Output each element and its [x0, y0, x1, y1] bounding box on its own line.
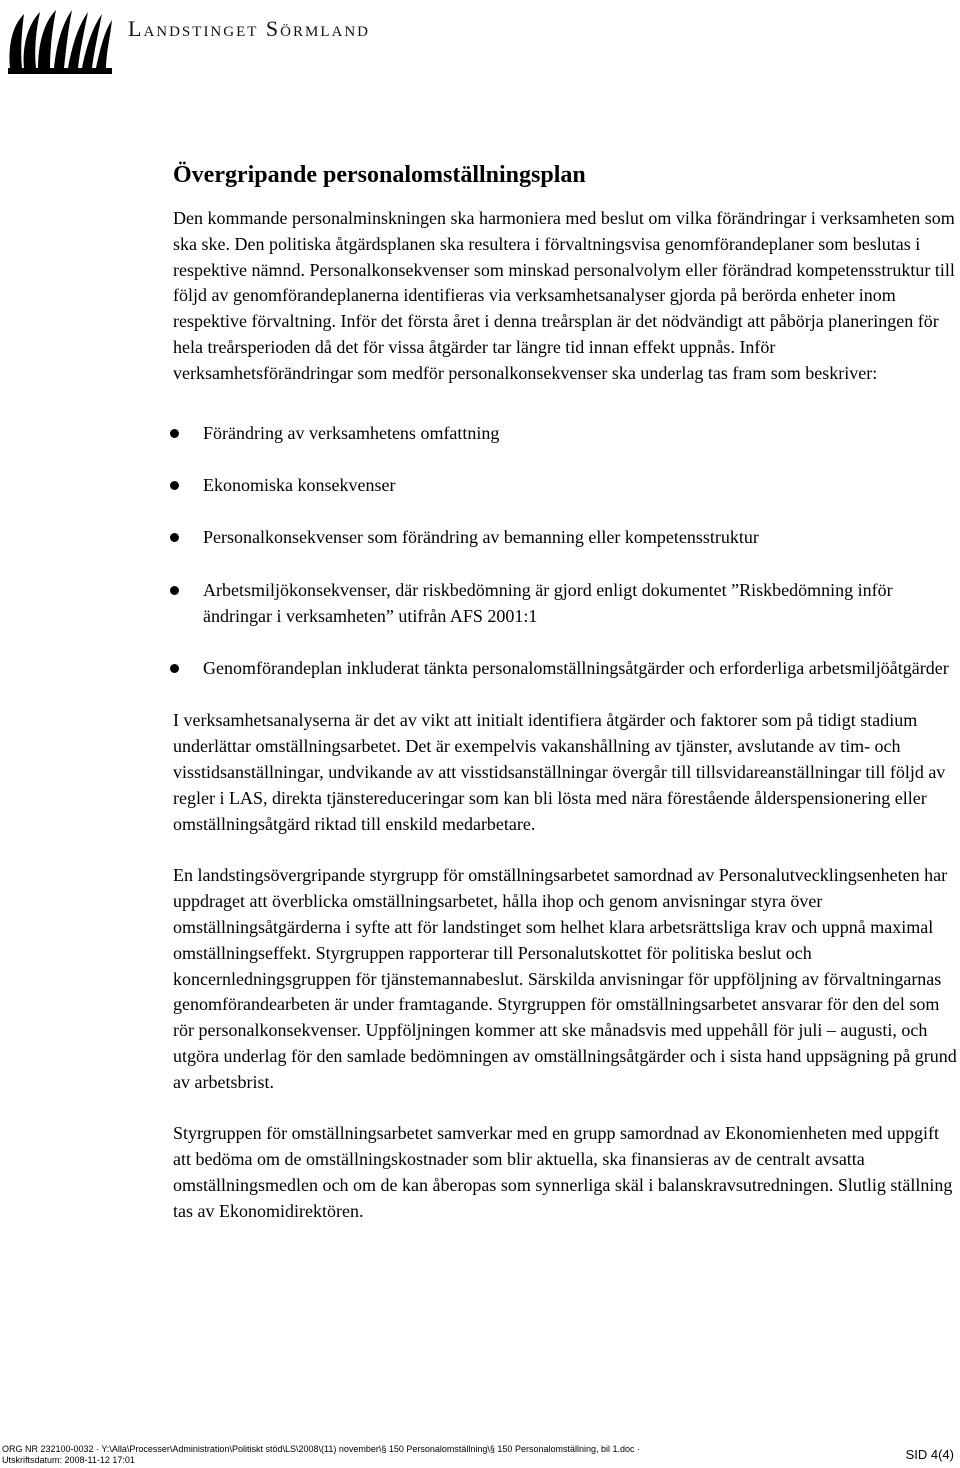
- bullet-icon: [170, 481, 179, 490]
- footer-reference: [2, 1444, 640, 1466]
- crown-logo-icon: [6, 6, 114, 76]
- file-reference: ORG NR 232100-0032 · Y:\Alla\Processer\Administration\Politiskt stöd\LS\2008\(11) november\§ 150 Personalomställning\§ 150 Personalomställning, bil 1.doc ·: [2, 1444, 641, 1454]
- bullet-icon: [170, 533, 179, 542]
- list-item: Förändring av verksamhetens omfattning: [173, 421, 959, 447]
- print-date: Utskriftsdatum: 2008-11-12 17:01: [2, 1455, 135, 1465]
- page-title: Övergripande personalomställningsplan: [173, 162, 586, 188]
- requirements-list: [173, 421, 959, 682]
- steering-group-paragraph: En landstingsövergripande styrgrupp för omställningsarbetet samordnad av Personalutvecklingsenheten har uppdraget att överblicka omställningsarbetet, hålla ihop och genom anvisningar styra över omställningsåtgärderna i syfte att för landstinget som helhet klara arbetsrättsliga krav och uppnå maximal omställningseffekt. Styrgruppen rapporterar till Personalutskottet för politiska beslut och koncernledningsgruppen för tjänstemannabeslut. Särskilda anvisningar för uppföljning av förvaltningarnas genomförandearbeten är under framtagande. Styrgruppen för omställningsarbetet ansvarar för den del som rör personalkonsekvenser. Uppföljningen kommer att ske månadsvis med uppehåll för juli – augusti, och utgöra underlag för den samlade bedömningen av omställningsåtgärder och i sista hand uppsägning på grund av arbetsbrist.: [173, 865, 957, 1092]
- list-item: Arbetsmiljökonsekvenser, där riskbedömning är gjord enligt dokumentet ”Riskbedömning inför ändringar i verksamheten” utifrån AFS 2001:1: [173, 578, 959, 630]
- bullet-icon: [170, 664, 179, 673]
- page-number: SID 4(4): [905, 1447, 954, 1462]
- finance-paragraph: Styrgruppen för omställningsarbetet samverkar med en grupp samordnad av Ekonomienheten med uppgift att bedöma om de omställningskostnader som blir aktuella, ska finansieras av de centralt avsatta omställningsmedlen och om de kan åberopas som synnerliga skäl i balanskravsutredningen. Slutlig ställning tas av Ekonomidirektören.: [173, 1123, 953, 1221]
- list-item: Genomförandeplan inkluderat tänkta personalomställningsåtgärder och erforderliga arbetsmiljöåtgärder: [173, 656, 959, 682]
- list-item: Personalkonsekvenser som förändring av bemanning eller kompetensstruktur: [173, 525, 959, 551]
- bullet-icon: [170, 586, 179, 595]
- organization-name: Landstinget Sörmland: [128, 16, 370, 41]
- list-item: Ekonomiska konsekvenser: [173, 473, 959, 499]
- bullet-icon: [170, 429, 179, 438]
- intro-paragraph: Den kommande personalminskningen ska harmoniera med beslut om vilka förändringar i verksamheten som ska ske. Den politiska åtgärdsplanen ska resultera i förvaltningsvisa genomförandeplaner som beslutas i respektive nämnd. Personalkonsekvenser som minskad personalvolym eller förändrad kompetensstruktur till följd av genomförandeplanerna identifieras via verksamhetsanalyser gjorda på berörda enheter inom respektive förvaltning. Inför det första året i denna treårsplan är det nödvändigt att påbörja planeringen för hela treårsperioden då det för vissa åtgärder tar längre tid innan effekt uppnås. Inför verksamhetsförändringar som medför personalkonsekvenser ska underlag tas fram som beskriver:: [173, 208, 955, 383]
- analysis-paragraph: I verksamhetsanalyserna är det av vikt att initialt identifiera åtgärder och faktorer som på tidigt stadium underlättar omställningsarbetet. Det är exempelvis vakanshållning av tjänster, avslutande av tim- och visstidsanställningar, undvikande av att visstidsanställningar övergår till tillsvidareanställningar till följd av regler i LAS, direkta tjänstereduceringar som kan bli lösta med nära förestående ålderspensionering eller omställningsåtgärd riktad till enskild medarbetare.: [173, 710, 946, 834]
- document-body: [173, 160, 959, 1225]
